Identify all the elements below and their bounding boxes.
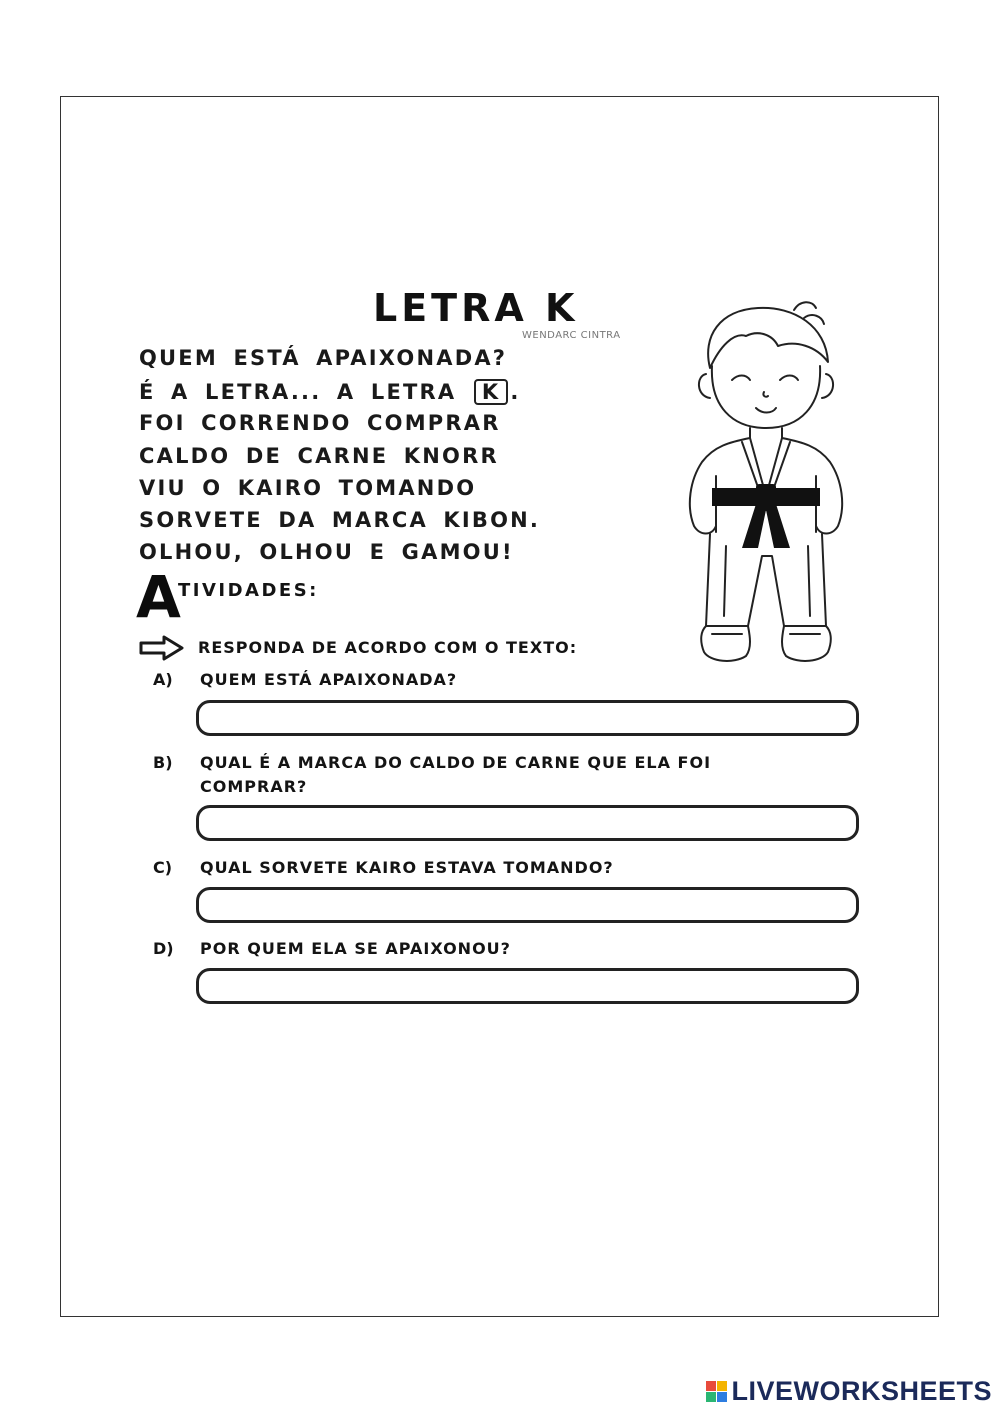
answer-field-b[interactable]	[196, 805, 859, 841]
question-text: QUAL É A MARCA DO CALDO DE CARNE QUE ELA FOI	[200, 753, 712, 772]
question-letter: D)	[153, 939, 174, 958]
question-letter: C)	[153, 858, 173, 877]
liveworksheets-logo-icon	[706, 1381, 727, 1402]
answer-field-c[interactable]	[196, 887, 859, 923]
logo-square-yellow	[717, 1381, 727, 1391]
logo-square-red	[706, 1381, 716, 1391]
question-letter: A)	[153, 670, 173, 689]
logo-square-blue	[717, 1392, 727, 1402]
arrow-right-icon	[138, 634, 186, 662]
instruction-text: RESPONDA DE ACORDO COM O TEXTO:	[198, 638, 578, 657]
question-letter: B)	[153, 753, 173, 772]
poem-line-text: É A LETRA... A LETRA	[139, 380, 457, 404]
worksheet-title: LETRA K	[373, 286, 579, 330]
poem-line: SORVETE DA MARCA KIBON.	[139, 508, 541, 532]
activities-initial: A	[136, 563, 181, 631]
question-text: QUAL SORVETE KAIRO ESTAVA TOMANDO?	[200, 858, 614, 877]
brand-name: LIVEWORKSHEETS	[731, 1376, 992, 1406]
poem-line-period: .	[510, 380, 521, 404]
poem-line: FOI CORRENDO COMPRAR	[139, 411, 501, 435]
logo-square-green	[706, 1392, 716, 1402]
karate-boy-illustration	[676, 296, 854, 676]
answer-field-d[interactable]	[196, 968, 859, 1004]
poem-line: QUEM ESTÁ APAIXONADA?	[139, 346, 508, 370]
author-credit: WENDARC CINTRA	[522, 330, 621, 341]
poem-line: CALDO DE CARNE KNORR	[139, 444, 499, 468]
poem-line: VIU O KAIRO TOMANDO	[139, 476, 477, 500]
question-text: POR QUEM ELA SE APAIXONOU?	[200, 939, 511, 958]
question-text-continued: COMPRAR?	[200, 777, 308, 796]
answer-field-a[interactable]	[196, 700, 859, 736]
question-text: QUEM ESTÁ APAIXONADA?	[200, 670, 458, 689]
liveworksheets-brand	[706, 1376, 992, 1407]
activities-heading: TIVIDADES:	[178, 580, 319, 601]
letter-k-box: K	[474, 379, 508, 405]
poem-line	[139, 379, 521, 405]
poem-line: OLHOU, OLHOU E GAMOU!	[139, 540, 514, 564]
